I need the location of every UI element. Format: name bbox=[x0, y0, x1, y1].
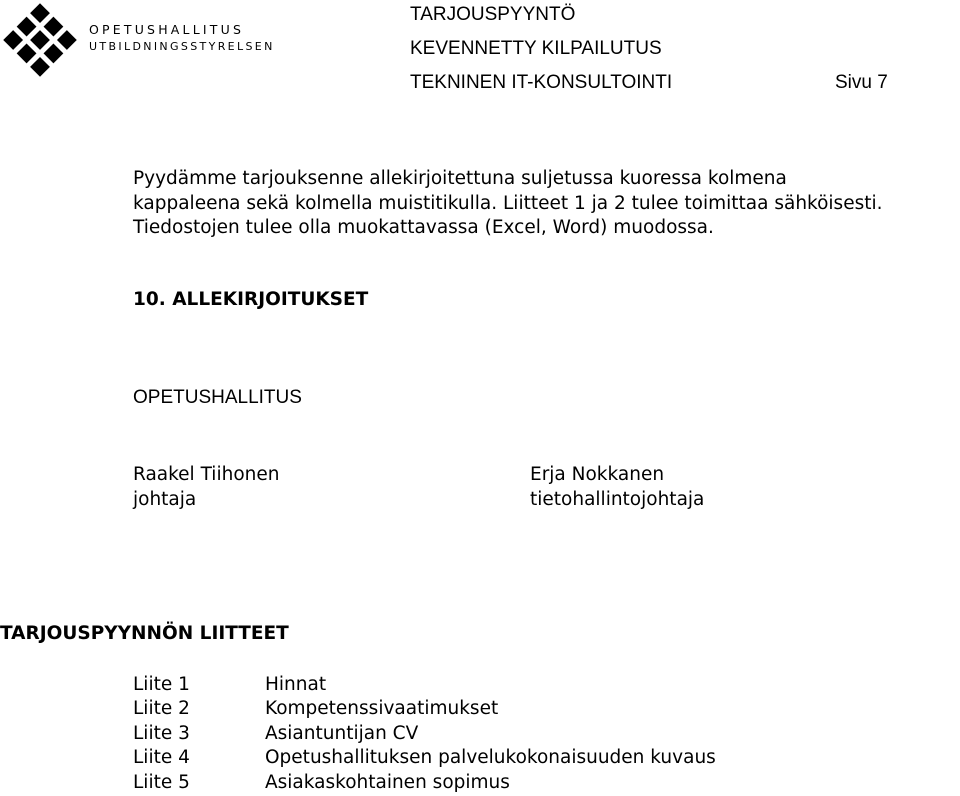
list-item bbox=[133, 721, 716, 746]
signatory-title: johtaja bbox=[133, 489, 197, 510]
signatory-left bbox=[133, 462, 279, 512]
intro-paragraph bbox=[133, 167, 913, 241]
list-item bbox=[133, 697, 716, 722]
logo-text-swedish: UTBILDNINGSSTYRELSEN bbox=[89, 40, 275, 53]
header-document-type: TARJOUSPYYNTÖ bbox=[410, 4, 576, 25]
attachment-name: Asiantuntijan CV bbox=[265, 722, 419, 744]
attachment-label: Liite 3 bbox=[133, 722, 190, 744]
intro-line: Pyydämme tarjouksenne allekirjoitettuna suljetussa kuoressa kolmena bbox=[133, 168, 787, 189]
list-item bbox=[133, 770, 716, 795]
logo-text-finnish: OPETUSHALLITUS bbox=[89, 22, 245, 37]
section-heading: 10. ALLEKIRJOITUKSET bbox=[133, 289, 369, 310]
intro-line: Tiedostojen tulee olla muokattavassa (Excel, Word) muodossa. bbox=[133, 217, 714, 238]
signatory-right bbox=[530, 462, 704, 512]
attachment-label: Liite 4 bbox=[133, 747, 190, 769]
attachment-label: Liite 1 bbox=[133, 673, 190, 695]
header-subject: TEKNINEN IT-KONSULTOINTI bbox=[410, 72, 673, 93]
page-number: Sivu 7 bbox=[835, 72, 888, 93]
list-item bbox=[133, 672, 716, 697]
attachment-label: Liite 5 bbox=[133, 771, 190, 793]
attachments-list bbox=[133, 672, 716, 795]
attachment-label: Liite 2 bbox=[133, 698, 190, 720]
attachment-name: Hinnat bbox=[265, 673, 327, 695]
attachment-name: Kompetenssivaatimukset bbox=[265, 698, 499, 720]
organization-name: OPETUSHALLITUS bbox=[133, 387, 302, 408]
signatory-name: Raakel Tiihonen bbox=[133, 464, 280, 485]
logo-diamond-mark bbox=[0, 0, 80, 80]
header-procedure: KEVENNETTY KILPAILUTUS bbox=[410, 38, 662, 59]
attachment-name: Opetushallituksen palvelukokonaisuuden kuvaus bbox=[265, 747, 716, 769]
signatory-name: Erja Nokkanen bbox=[530, 464, 665, 485]
signatory-title: tietohallintojohtaja bbox=[530, 489, 705, 510]
list-item bbox=[133, 746, 716, 771]
attachment-name: Asiakaskohtainen sopimus bbox=[265, 771, 510, 793]
intro-line: kappaleena sekä kolmella muistitikulla. Liitteet 1 ja 2 tulee toimittaa sähköisesti. bbox=[133, 192, 883, 214]
attachments-heading: TARJOUSPYYNNÖN LIITTEET bbox=[0, 623, 289, 644]
